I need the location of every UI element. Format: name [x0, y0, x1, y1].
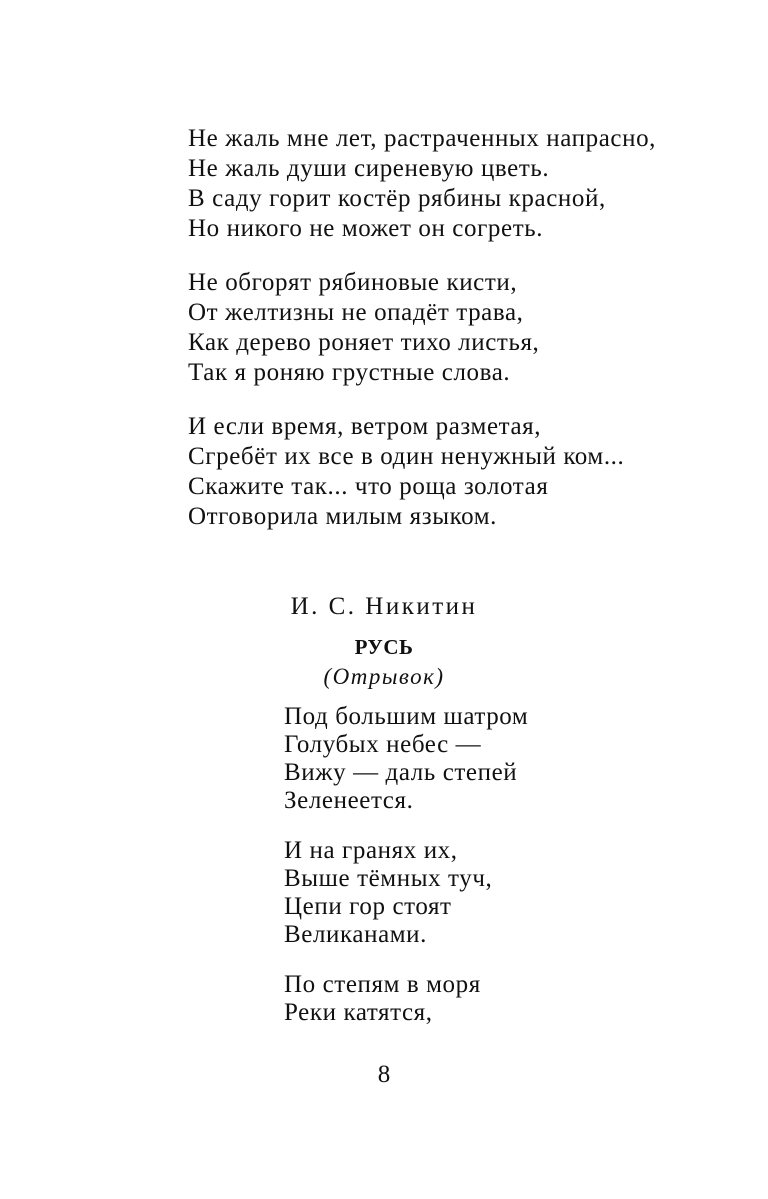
- stanza: [188, 268, 656, 388]
- poem-line: По степям в моря: [284, 971, 481, 998]
- stanza: [284, 837, 528, 949]
- poem-line: Под большим шатром: [284, 703, 529, 730]
- poem-subtitle: (Отрывок): [323, 664, 445, 689]
- poem-line: Так я роняю грустные слова.: [188, 359, 511, 386]
- poem-line: Зеленеется.: [284, 787, 414, 814]
- poem-line: Не жаль мне лет, растраченных напрасно,: [188, 125, 657, 152]
- stanza: [188, 412, 656, 532]
- poem-rus: [284, 703, 528, 1049]
- poem-line: Не жаль души сиреневую цветь.: [188, 155, 550, 182]
- poem-line: Вижу — даль степей: [284, 759, 518, 786]
- poem-line: Выше тёмных туч,: [284, 865, 493, 892]
- poem-line: Отговорила милым языком.: [188, 503, 498, 530]
- poem-line: Скажите так... что роща золотая: [188, 473, 549, 500]
- poem-line: Великанами.: [284, 921, 428, 948]
- poem-line: Но никого не может он согреть.: [188, 215, 544, 242]
- poem-line: Как дерево роняет тихо листья,: [188, 329, 540, 356]
- poem-line: От желтизны не опадёт трава,: [188, 299, 524, 326]
- poem-line: Голубых небес —: [284, 731, 482, 758]
- poem-line: В саду горит костёр рябины красной,: [188, 185, 606, 212]
- stanza: [284, 703, 528, 815]
- poem-title: РУСЬ: [354, 635, 414, 659]
- poem-line: Цепи гор стоят: [284, 893, 452, 920]
- poem-line: И на гранях их,: [284, 837, 458, 864]
- stanza: [284, 971, 528, 1027]
- page-number: 8: [377, 1061, 391, 1088]
- poem-esenin: [188, 124, 656, 556]
- poem-line: Сгребёт их все в один ненужный ком...: [188, 443, 625, 470]
- stanza: [188, 124, 656, 244]
- poem-author: И. С. Никитин: [290, 593, 478, 620]
- poem-line: И если время, ветром разметая,: [188, 413, 542, 440]
- poem-line: Не обгорят рябиновые кисти,: [188, 269, 518, 296]
- poem-line: Реки катятся,: [284, 999, 433, 1026]
